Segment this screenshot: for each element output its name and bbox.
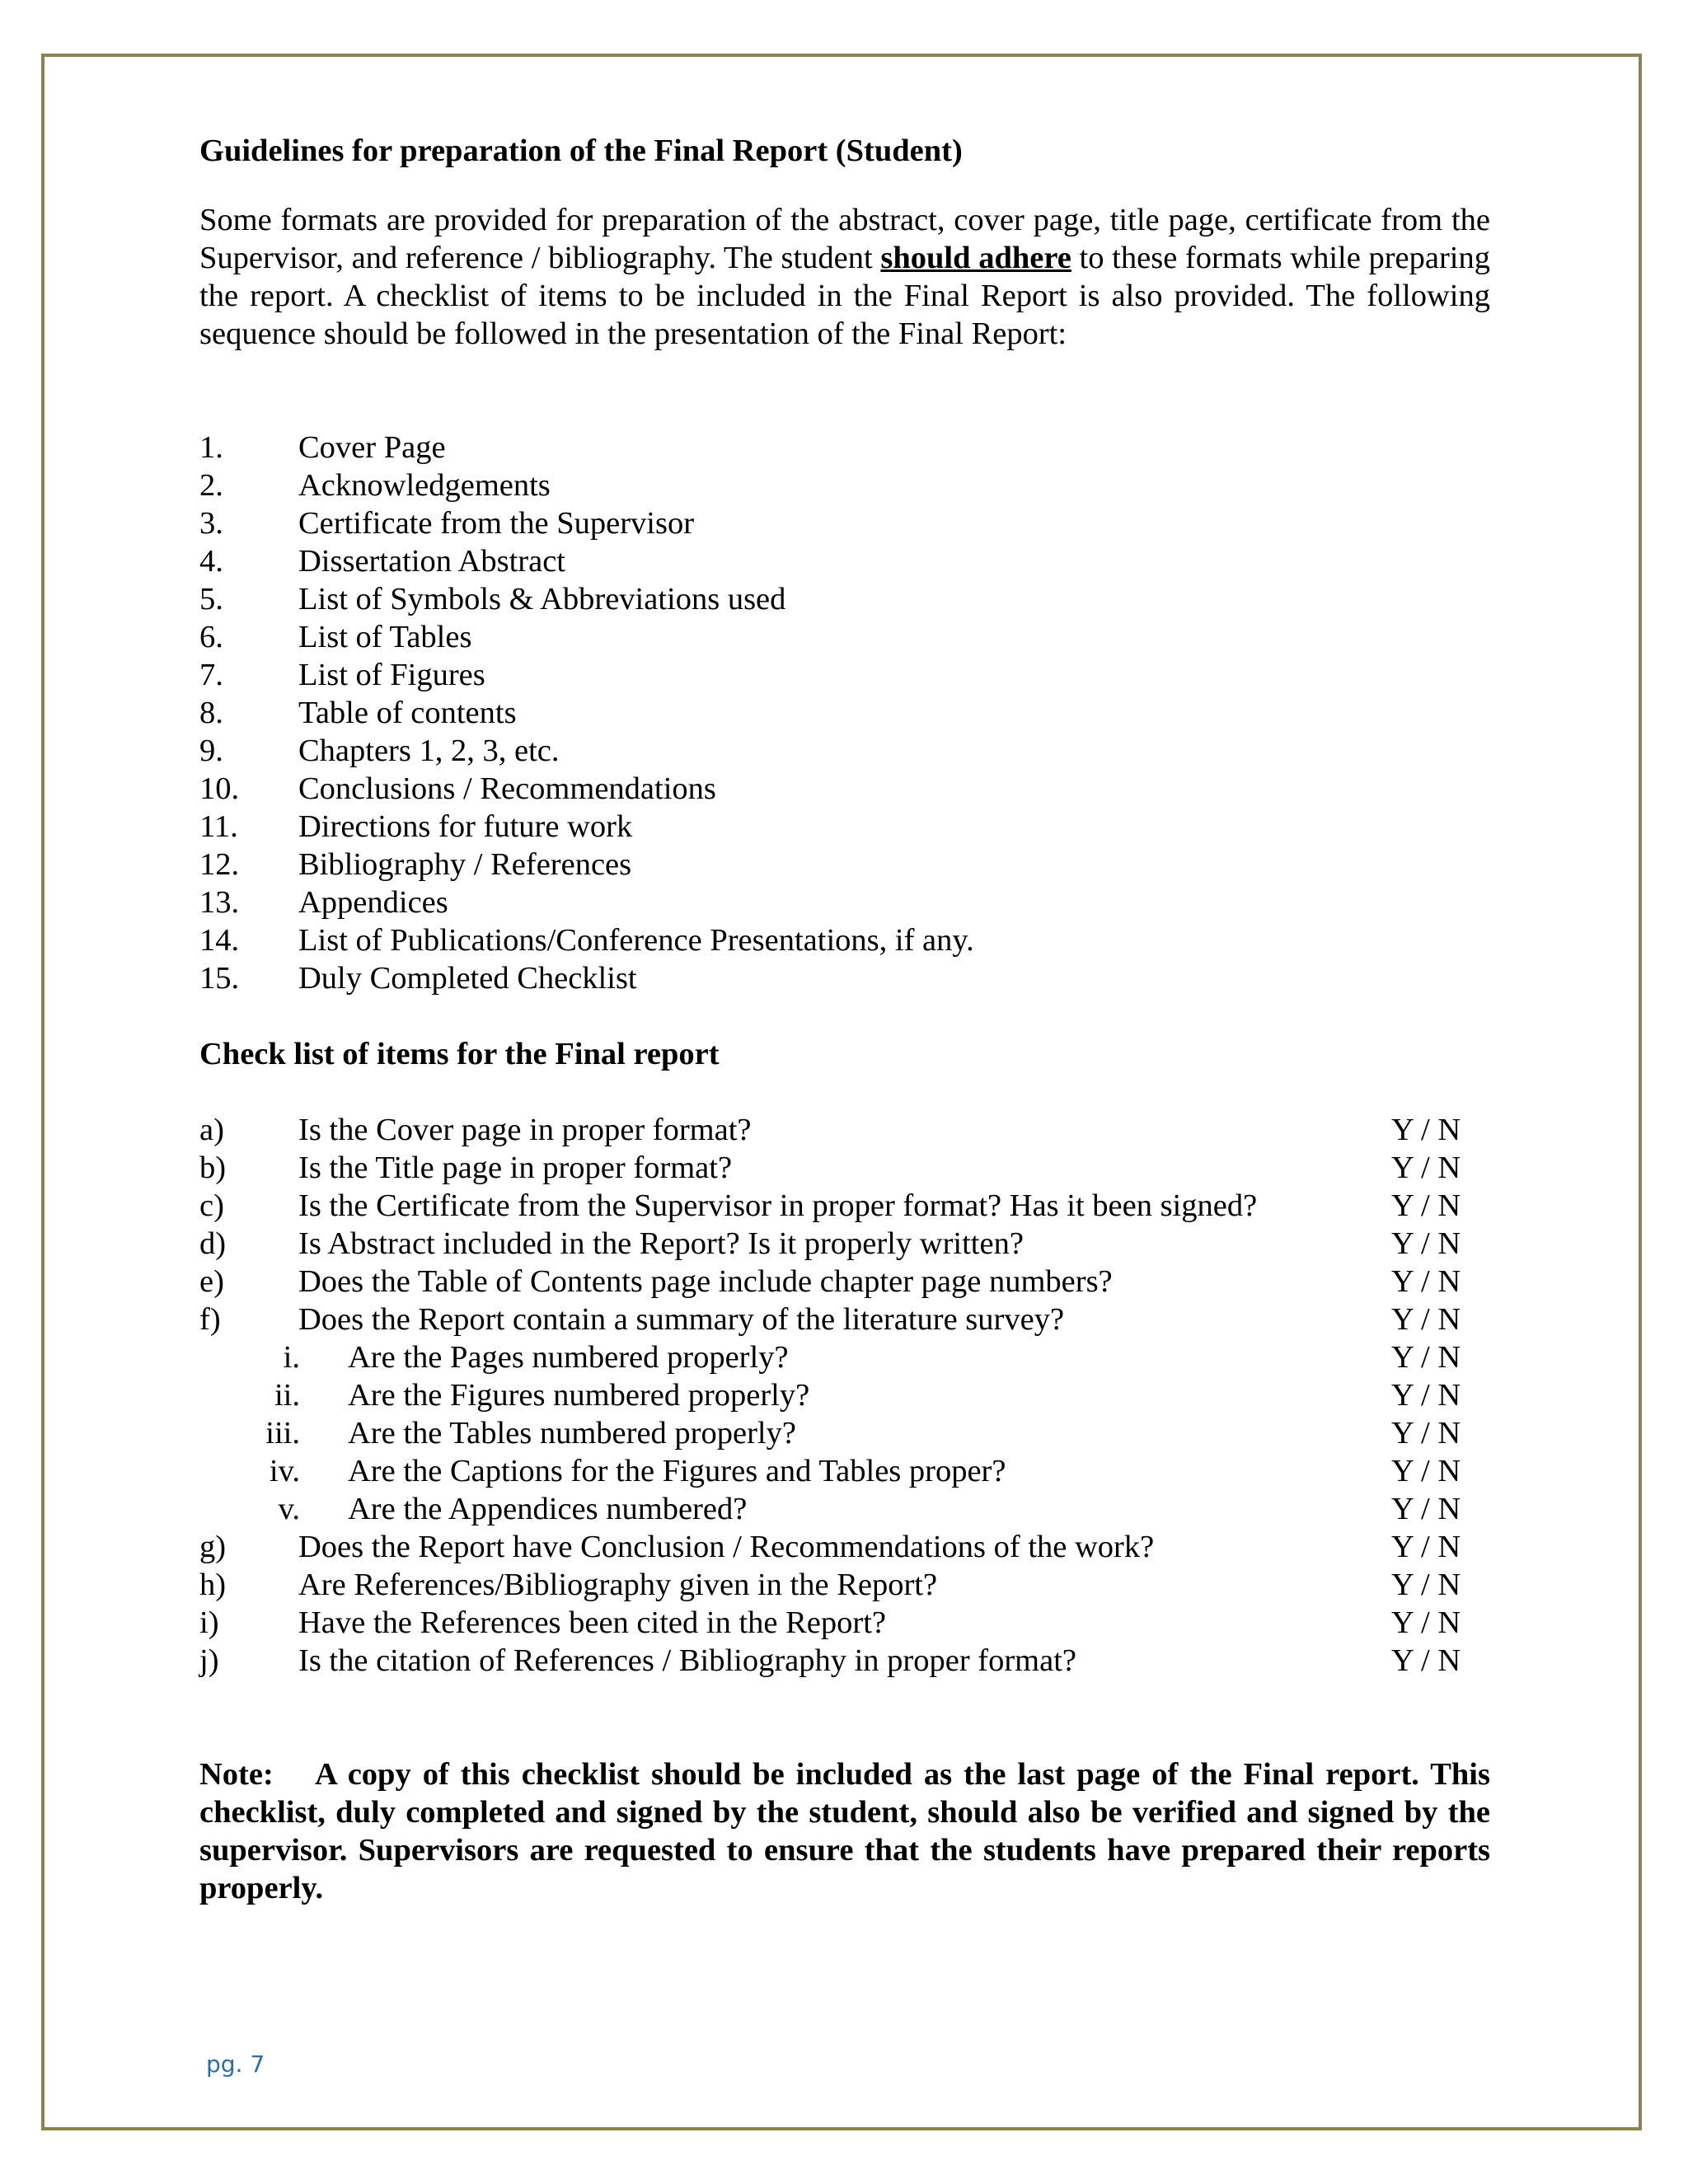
checklist-sub-mark: ii. xyxy=(274,1378,300,1413)
checklist-subitem xyxy=(199,1490,1490,1528)
checklist-item xyxy=(199,1566,1490,1604)
sequence-number: 7. xyxy=(199,658,223,692)
sequence-number: 2. xyxy=(199,468,223,503)
checklist-sub-mark: iii. xyxy=(265,1416,300,1451)
yes-no-option: Y / N xyxy=(1391,1643,1461,1678)
checklist-subitem xyxy=(199,1338,1490,1376)
sequence-number: 11. xyxy=(199,809,238,844)
sequence-text: Certificate from the Supervisor xyxy=(298,506,695,541)
checklist-question: Is the Title page in proper format? xyxy=(298,1151,733,1185)
sequence-item xyxy=(199,542,1490,580)
checklist-item xyxy=(199,1149,1490,1187)
yes-no-option: Y / N xyxy=(1391,1340,1461,1375)
sequence-text: Appendices xyxy=(298,885,448,920)
sequence-text: Directions for future work xyxy=(298,809,633,844)
sequence-text: Bibliography / References xyxy=(298,847,632,882)
checklist-sub-mark: iv. xyxy=(269,1454,300,1488)
yes-no-option: Y / N xyxy=(1391,1568,1461,1602)
sequence-item xyxy=(199,846,1490,883)
checklist-item xyxy=(199,1604,1490,1642)
yes-no-option: Y / N xyxy=(1391,1188,1461,1223)
checklist-question: Is Abstract included in the Report? Is it properly written? xyxy=(298,1226,1024,1261)
checklist-question: Does the Report have Conclusion / Recommendations of the work? xyxy=(298,1530,1155,1564)
checklist-question: Does the Table of Contents page include chapter page numbers? xyxy=(298,1264,1113,1299)
note-text: A copy of this checklist should be included as the last page of the Final report. This checklist, duly completed and signed by the student, should also be verified and signed by the supervisor. Supervisors are requested to ensure that the students have prepared their reports properly. xyxy=(199,1757,1490,1905)
yes-no-option: Y / N xyxy=(1391,1378,1461,1413)
checklist-mark: f) xyxy=(199,1302,221,1337)
sequence-item xyxy=(199,466,1490,504)
checklist-subitem xyxy=(199,1452,1490,1490)
sequence-text: Cover Page xyxy=(298,430,446,465)
sequence-item xyxy=(199,921,1490,959)
sequence-text: List of Symbols & Abbreviations used xyxy=(298,582,786,616)
intro-paragraph xyxy=(199,201,1490,353)
checklist-subitem xyxy=(199,1414,1490,1452)
sequence-text: List of Tables xyxy=(298,620,472,654)
sequence-item xyxy=(199,883,1490,921)
yes-no-option: Y / N xyxy=(1391,1416,1461,1451)
checklist-item xyxy=(199,1263,1490,1301)
checklist-sub-mark: i. xyxy=(283,1340,300,1375)
checklist-question: Are the Tables numbered properly? xyxy=(348,1416,796,1451)
checklist-mark: c) xyxy=(199,1188,224,1223)
checklist-sub-mark: v. xyxy=(278,1492,300,1526)
checklist xyxy=(199,1111,1490,1680)
checklist-item xyxy=(199,1187,1490,1225)
page-number: pg. 7 xyxy=(206,2050,265,2078)
sequence-text: Dissertation Abstract xyxy=(298,544,565,579)
sequence-number: 5. xyxy=(199,582,223,616)
checklist-heading: Check list of items for the Final report xyxy=(199,1037,720,1071)
checklist-question: Is the citation of References / Bibliography in proper format? xyxy=(298,1643,1077,1678)
sequence-item xyxy=(199,618,1490,656)
checklist-mark: j) xyxy=(199,1643,219,1678)
document-heading: Guidelines for preparation of the Final Report (Student) xyxy=(199,134,963,168)
note-paragraph xyxy=(199,1755,1490,1907)
checklist-item xyxy=(199,1301,1490,1338)
intro-emphasis: should adhere xyxy=(880,241,1071,275)
yes-no-option: Y / N xyxy=(1391,1151,1461,1185)
sequence-number: 12. xyxy=(199,847,240,882)
checklist-question: Are the Figures numbered properly? xyxy=(348,1378,810,1413)
yes-no-option: Y / N xyxy=(1391,1264,1461,1299)
note-label: Note: xyxy=(199,1757,274,1792)
sequence-item xyxy=(199,770,1490,808)
sequence-number: 8. xyxy=(199,696,223,730)
yes-no-option: Y / N xyxy=(1391,1302,1461,1337)
sequence-item xyxy=(199,656,1490,694)
checklist-question: Are References/Bibliography given in the Report? xyxy=(298,1568,938,1602)
checklist-question: Does the Report contain a summary of the literature survey? xyxy=(298,1302,1065,1337)
sequence-number: 3. xyxy=(199,506,223,541)
document-body xyxy=(199,132,1490,1939)
sequence-number: 14. xyxy=(199,923,240,958)
yes-no-option: Y / N xyxy=(1391,1226,1461,1261)
sequence-number: 4. xyxy=(199,544,223,579)
sequence-number: 6. xyxy=(199,620,223,654)
checklist-mark: i) xyxy=(199,1605,219,1640)
checklist-mark: d) xyxy=(199,1226,227,1261)
yes-no-option: Y / N xyxy=(1391,1530,1461,1564)
sequence-list xyxy=(199,429,1490,997)
checklist-mark: h) xyxy=(199,1568,227,1602)
sequence-text: Conclusions / Recommendations xyxy=(298,771,716,806)
yes-no-option: Y / N xyxy=(1391,1454,1461,1488)
checklist-mark: g) xyxy=(199,1530,227,1564)
yes-no-option: Y / N xyxy=(1391,1113,1461,1147)
sequence-number: 13. xyxy=(199,885,240,920)
sequence-number: 15. xyxy=(199,961,240,996)
sequence-item xyxy=(199,429,1490,466)
checklist-item xyxy=(199,1642,1490,1680)
checklist-question: Are the Captions for the Figures and Tables proper? xyxy=(348,1454,1006,1488)
sequence-item xyxy=(199,694,1490,732)
checklist-subitem xyxy=(199,1376,1490,1414)
checklist-mark: a) xyxy=(199,1113,224,1147)
intro-text-1: Some formats are provided for preparation of the abstract, cover page, title page, certificate from the Supervisor, and reference / bibliography. The student xyxy=(199,203,1490,275)
checklist-question: Are the Pages numbered properly? xyxy=(348,1340,789,1375)
checklist-question: Is the Cover page in proper format? xyxy=(298,1113,752,1147)
checklist-mark: e) xyxy=(199,1264,224,1299)
sequence-text: Table of contents xyxy=(298,696,517,730)
sequence-text: Duly Completed Checklist xyxy=(298,961,637,996)
intro-text-2: to these formats while preparing the report. A checklist of items to be included in the Final Report is also provided. The following sequence should be followed in the presentation of the Final Report: xyxy=(199,241,1490,351)
sequence-number: 10. xyxy=(199,771,240,806)
sequence-item xyxy=(199,732,1490,770)
sequence-number: 9. xyxy=(199,733,223,768)
checklist-question: Are the Appendices numbered? xyxy=(348,1492,748,1526)
checklist-question: Is the Certificate from the Supervisor in proper format? Has it been signed? xyxy=(298,1188,1258,1223)
sequence-number: 1. xyxy=(199,430,223,465)
yes-no-option: Y / N xyxy=(1391,1605,1461,1640)
checklist-mark: b) xyxy=(199,1151,227,1185)
sequence-text: List of Publications/Conference Presentations, if any. xyxy=(298,923,974,958)
sequence-text: List of Figures xyxy=(298,658,485,692)
sequence-item xyxy=(199,504,1490,542)
checklist-question: Have the References been cited in the Report? xyxy=(298,1605,886,1640)
sequence-item xyxy=(199,808,1490,846)
sequence-text: Chapters 1, 2, 3, etc. xyxy=(298,733,560,768)
sequence-item xyxy=(199,580,1490,618)
sequence-item xyxy=(199,959,1490,997)
checklist-item xyxy=(199,1111,1490,1149)
checklist-item xyxy=(199,1225,1490,1263)
sequence-text: Acknowledgements xyxy=(298,468,551,503)
yes-no-option: Y / N xyxy=(1391,1492,1461,1526)
checklist-item xyxy=(199,1528,1490,1566)
